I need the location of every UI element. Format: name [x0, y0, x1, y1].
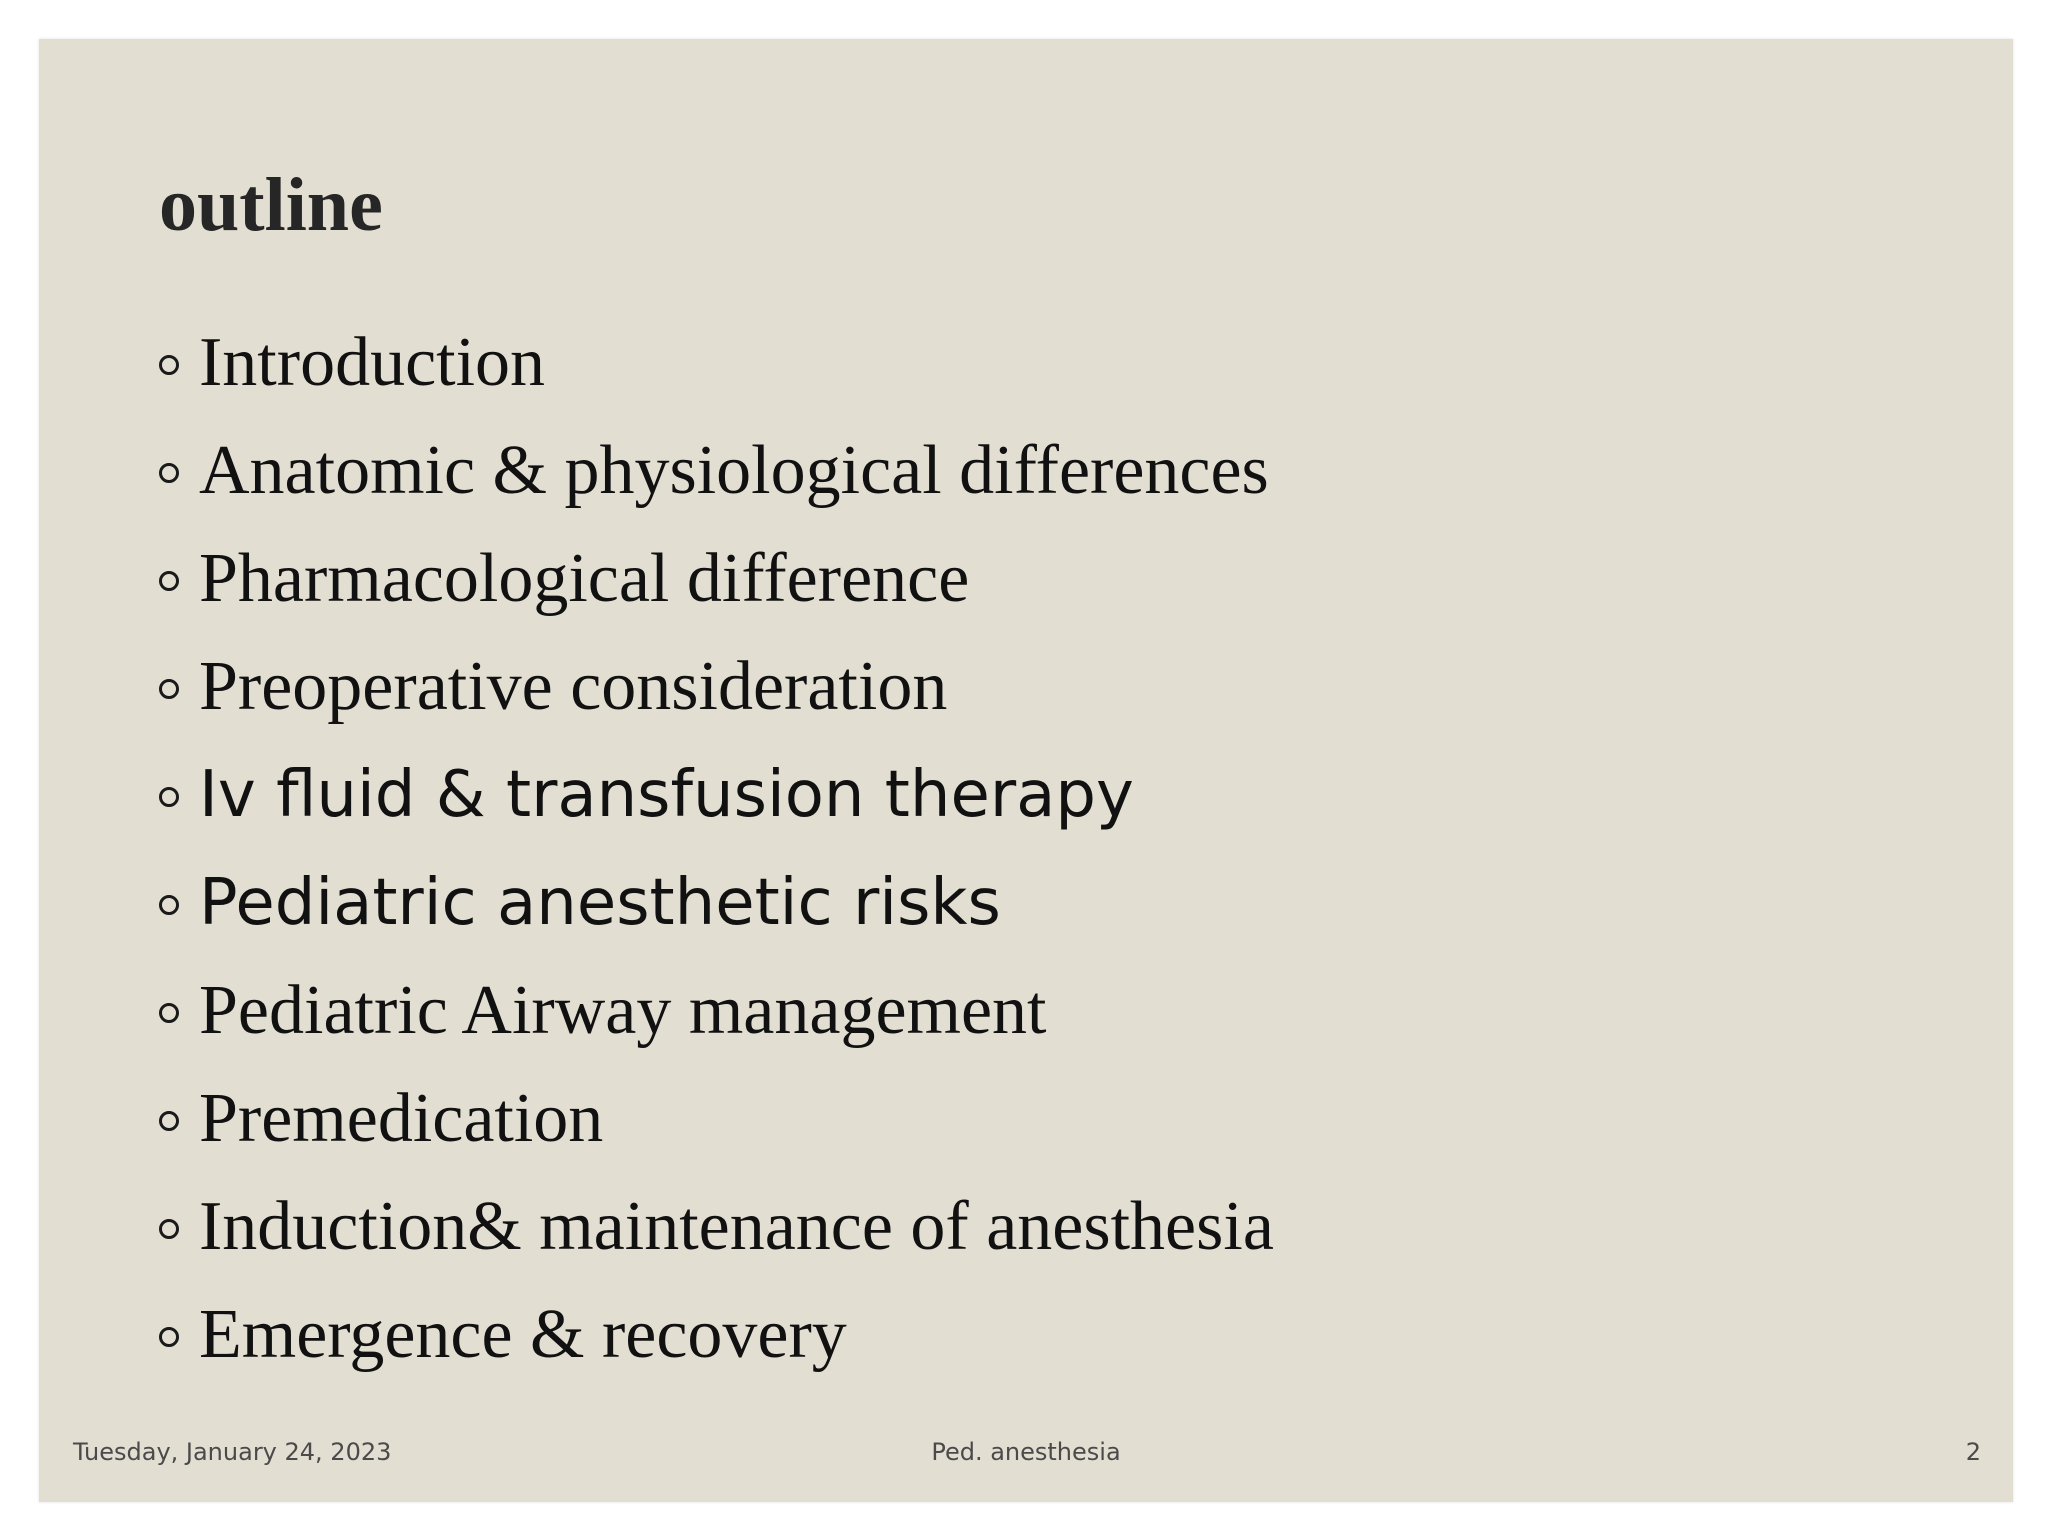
- bullet-circle-icon: [159, 679, 179, 699]
- bullet-circle-icon: [159, 1003, 179, 1023]
- footer-title: Ped. anesthesia: [931, 1438, 1121, 1466]
- outline-item: [159, 417, 1274, 525]
- outline-item-text: Induction& maintenance of anesthesia: [199, 1188, 1274, 1265]
- outline-item-text: Premedication: [199, 1080, 604, 1157]
- outline-item-text: Anatomic & physiological differences: [199, 432, 1269, 509]
- outline-item: [159, 309, 1274, 417]
- page-number: 2: [1965, 1438, 1981, 1466]
- outline-item-text: Iv fluid & transfusion therapy: [199, 758, 1134, 832]
- outline-item: [159, 1281, 1274, 1389]
- outline-item: [159, 1173, 1274, 1281]
- outline-item-text: Emergence & recovery: [199, 1296, 847, 1373]
- outline-item: [159, 633, 1274, 741]
- slide-title: outline: [159, 163, 383, 247]
- outline-item-text: Introduction: [199, 324, 546, 401]
- bullet-circle-icon: [159, 355, 179, 375]
- outline-item-text: Pediatric anesthetic risks: [199, 866, 1001, 940]
- bullet-circle-icon: [159, 1111, 179, 1131]
- outline-item: [159, 957, 1274, 1065]
- outline-item: [159, 849, 1274, 957]
- outline-item-text: Preoperative consideration: [199, 648, 948, 725]
- outline-item: [159, 1065, 1274, 1173]
- outline-item: [159, 741, 1274, 849]
- outline-list: [159, 309, 1274, 1389]
- bullet-circle-icon: [159, 895, 179, 915]
- bullet-circle-icon: [159, 1327, 179, 1347]
- bullet-circle-icon: [159, 787, 179, 807]
- outline-item-text: Pharmacological difference: [199, 540, 970, 617]
- footer-date: Tuesday, January 24, 2023: [73, 1438, 392, 1466]
- outline-item: [159, 525, 1274, 633]
- slide: [39, 39, 2013, 1502]
- bullet-circle-icon: [159, 571, 179, 591]
- outline-item-text: Pediatric Airway management: [199, 972, 1047, 1049]
- bullet-circle-icon: [159, 463, 179, 483]
- bullet-circle-icon: [159, 1219, 179, 1239]
